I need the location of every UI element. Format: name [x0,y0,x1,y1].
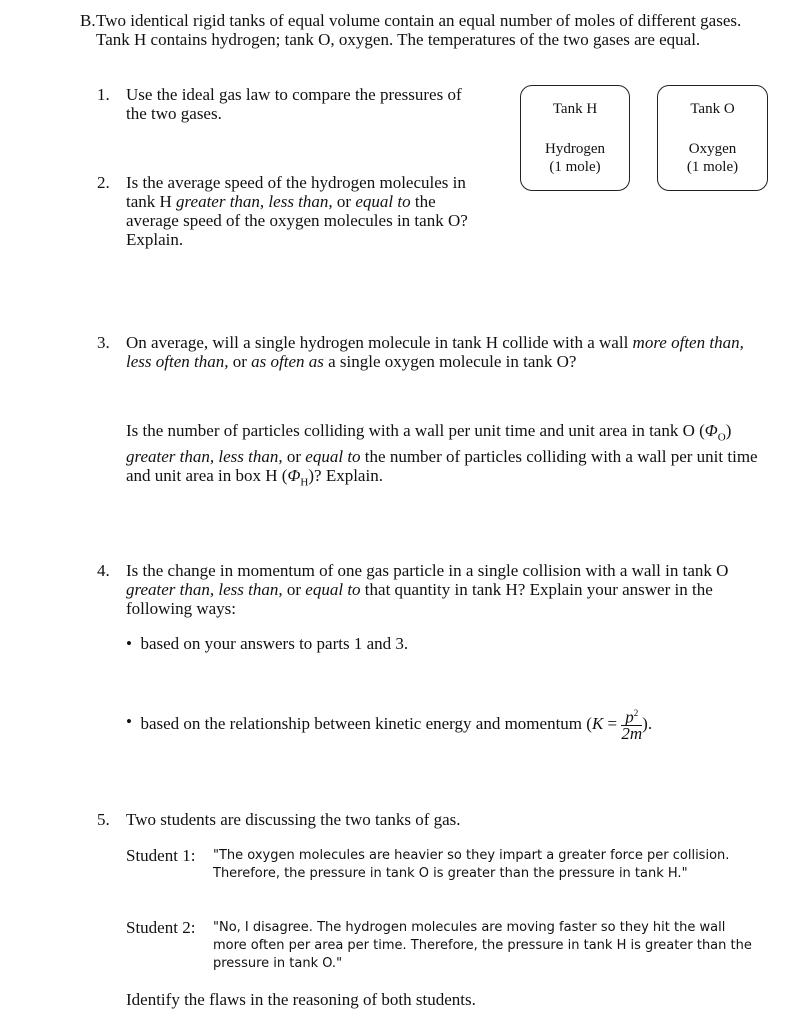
phi-symbol: Φ [704,421,718,440]
tank-o-diagram [657,85,768,191]
tank-h-amount: (1 mole) [549,159,601,175]
q1-text: Use the ideal gas law to compare the pressures of the two gases. [126,85,462,123]
q4-emph: equal to [305,580,361,599]
q3-part: a single oxygen molecule in tank O? [323,352,577,371]
q3-text [126,333,746,371]
bullet-text: based on your answers to parts 1 and 3. [140,634,409,653]
formula-equals: = [603,713,622,733]
q3b-emph: equal to [305,447,361,467]
q4-bullet-2: • based on the relationship between kinetic energy and momentum (K = $\frac{p^2}{2m}$ ). [126,707,653,743]
q5-number: 5. [97,810,110,829]
tank-o-amount: (1 mole) [686,159,739,175]
q2-number: 2. [97,173,110,192]
q5-text: Two students are discussing the two tanks of gas. [126,810,461,829]
q2-part: or [332,192,356,211]
tank-o-gas: Oxygen [688,141,737,157]
formula-exponent: 2 [633,708,639,718]
q3-emph: as often as [251,352,324,371]
q3-number: 3. [97,333,110,352]
bullet-text: based on the relationship between kinetic energy and momentum ( [140,713,592,733]
section-label: B. [80,11,96,30]
tank-h-diagram [520,85,630,191]
q3-part: or [228,352,252,371]
phi-subscript-h: H [300,476,309,489]
q1-number: 1. [97,85,110,104]
student-2-label: Student 2: [126,918,196,937]
q3b-part: )? Explain. [308,466,383,486]
q3b-part: the number of particles colliding with a wall per unit time and unit area in box H ( [126,447,758,486]
q2-emph: equal to [355,192,411,211]
q2-part: Is the average speed of the hydrogen molecules in tank H [126,173,466,211]
q3b-part: or [282,447,306,467]
tank-o-title: Tank O [690,101,735,117]
q4-emph: greater than, less than, [126,580,283,599]
q4-bullet-1: • based on your answers to parts 1 and 3. [126,634,409,653]
phi-symbol: Φ [287,466,301,486]
formula-fraction [621,706,642,741]
student-1-quote: "The oxygen molecules are heavier so they impart a greater force per collision. Therefore, the pressure in tank O is greater than the pressure in tank H." [213,848,730,881]
bullet-text-end: ). [642,713,653,733]
q3-part: On average, will a single hydrogen molecule in tank H collide with a wall [126,333,633,352]
q3-followup-text [126,421,771,493]
q2-text [126,173,491,249]
phi-subscript-o: O [717,431,726,444]
formula-numerator: p [625,707,634,727]
q3b-emph: greater than, less than, [126,447,283,467]
q2-part: the average speed of the oxygen molecules in tank O? Explain. [126,192,468,249]
q3-emph: more often than, less often than, [126,333,744,371]
formula-k: K [591,713,604,733]
q4-text [126,561,766,618]
q5-closing: Identify the flaws in the reasoning of both students. [126,990,476,1009]
q3b-part: ) [725,421,732,440]
formula-denominator: 2m [621,723,643,743]
q4-number: 4. [97,561,110,580]
tank-h-gas: Hydrogen [545,141,605,157]
q4-part: Is the change in momentum of one gas particle in a single collision with a wall in tank O [126,561,729,580]
student-1-label: Student 1: [126,846,196,865]
tank-h-title: Tank H [552,101,598,117]
q4-part: that quantity in tank H? Explain your answer in the following ways: [126,580,713,618]
q4-part: or [282,580,306,599]
section-intro: Two identical rigid tanks of equal volume contain an equal number of moles of different gases. Tank H contains hydrogen; tank O, oxygen. The temperatures of the two gases are equal. [96,11,742,49]
q2-emph: greater than, less than, [176,192,333,211]
q3b-part: Is the number of particles colliding with a wall per unit time and unit area in tank O ( [126,421,705,440]
student-2-quote: "No, I disagree. The hydrogen molecules are moving faster so they hit the wall more often per area per time. Therefore, the pressure in tank H is greater than the pressure in tank O." [213,920,752,971]
